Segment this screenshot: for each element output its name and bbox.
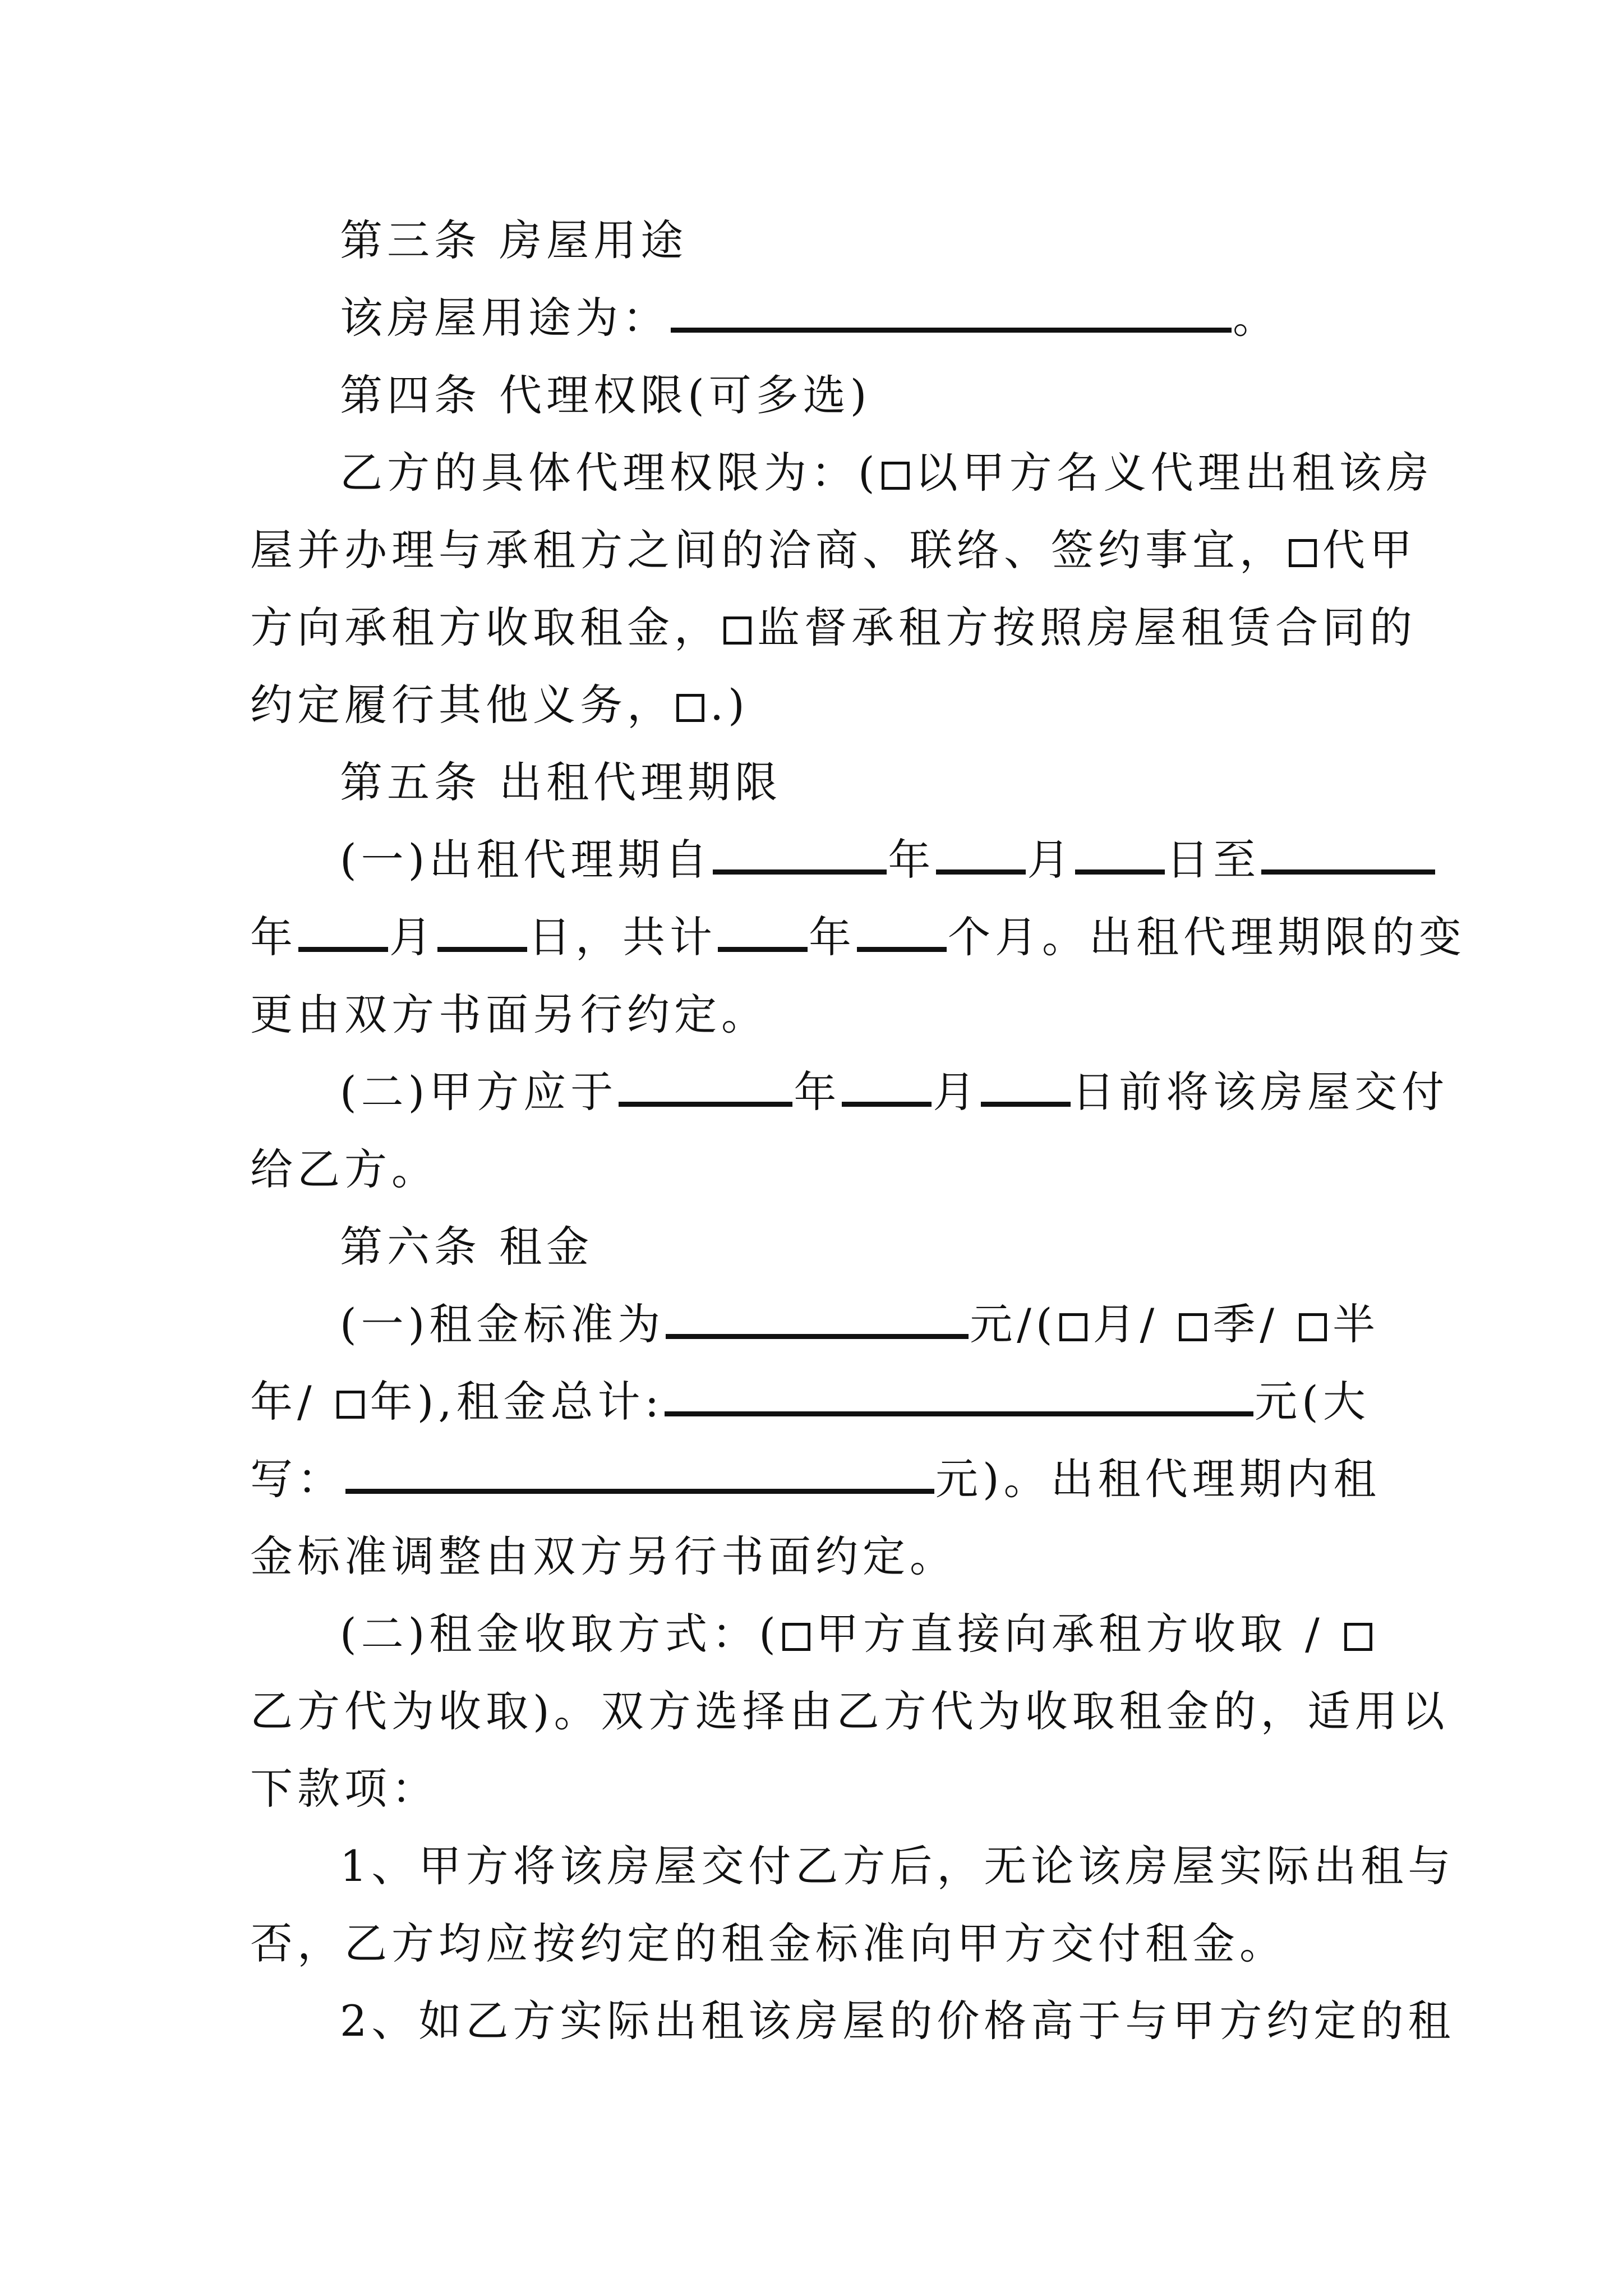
text-span: 方向承租方收取租金， <box>250 602 721 652</box>
text-span: .) <box>710 680 749 730</box>
text-span: 月 <box>1027 835 1075 885</box>
checkbox-other[interactable] <box>676 694 704 722</box>
article-6-p2-line-3 <box>250 1750 1383 1828</box>
article-4-line-2 <box>250 512 1417 589</box>
text-span: 乙方代为收取)。双方选择由乙方代为收取租金的，适用以 <box>250 1686 1449 1736</box>
article-6-p1-line-1 <box>250 1286 1383 1363</box>
end-day-blank[interactable] <box>437 913 527 952</box>
end-month-blank[interactable] <box>298 913 388 952</box>
article-6-item-1-line-2 <box>250 1905 1383 1982</box>
text-span: 年/ <box>250 1377 334 1427</box>
text-span: 代甲 <box>1322 525 1417 575</box>
article-3-usage <box>250 279 1383 357</box>
text-span: 以甲方名义代理出租该房 <box>915 448 1433 498</box>
delivery-year-blank[interactable] <box>619 1068 792 1107</box>
heading-text: 第四条 代理权限(可多选) <box>340 370 872 420</box>
text-span: 2、如乙方实际出租该房屋的价格高于与甲方约定的租 <box>340 1996 1455 2046</box>
text-span: 元)。出租代理期内租 <box>935 1454 1381 1504</box>
article-6-heading <box>250 1208 1383 1286</box>
article-6-item-1-line-1 <box>250 1828 1455 1905</box>
article-6-p2-line-2 <box>250 1673 1449 1750</box>
article-4-line-4 <box>250 666 1383 744</box>
checkbox-monthly[interactable] <box>1059 1313 1087 1341</box>
text-span: 个月。出租代理期限的变 <box>948 912 1466 962</box>
text-span: 年 <box>888 835 935 885</box>
checkbox-supervise-tenant[interactable] <box>723 616 751 645</box>
text-span: 日，共计 <box>528 912 717 962</box>
end-year-blank[interactable] <box>1261 836 1435 875</box>
rent-total-capital-blank[interactable] <box>345 1455 934 1494</box>
article-4-line-3 <box>250 589 1417 666</box>
article-4-heading <box>250 357 1383 434</box>
text-span: 元(大 <box>1255 1377 1370 1427</box>
delivery-day-blank[interactable] <box>981 1068 1071 1107</box>
text-span: 元/( <box>970 1299 1057 1349</box>
contract-page <box>250 202 1466 2060</box>
text-span: 半 <box>1332 1299 1380 1349</box>
usage-label: 该房屋用途为： <box>340 293 670 343</box>
text-span: 金标准调整由双方另行书面约定。 <box>250 1531 957 1581</box>
text-span: (二)租金收取方式：( <box>340 1609 780 1659</box>
article-5-p1-line-2 <box>250 899 1466 976</box>
checkbox-lease-agency[interactable] <box>882 462 910 490</box>
text-span: 监督承租方按照房屋租赁合同的 <box>757 602 1417 652</box>
checkbox-landlord-collects[interactable] <box>782 1623 810 1651</box>
text-span: 写： <box>250 1454 344 1504</box>
start-year-blank[interactable] <box>713 836 887 875</box>
checkbox-quarterly[interactable] <box>1179 1313 1207 1341</box>
text-span: 年 <box>809 912 856 962</box>
article-6-p1-line-4 <box>250 1518 1383 1595</box>
text-span: 年 <box>250 912 297 962</box>
article-6-item-2-line-1 <box>250 1982 1455 2060</box>
article-5-heading <box>250 744 1383 821</box>
checkbox-yearly[interactable] <box>336 1391 365 1419</box>
heading-text: 第三条 房屋用途 <box>340 215 688 265</box>
total-years-blank[interactable] <box>718 913 808 952</box>
article-5-p2-line-2 <box>250 1131 1383 1208</box>
text-span: (二)甲方应于 <box>340 1067 618 1117</box>
text-span: 给乙方。 <box>250 1144 439 1194</box>
text-span: 月 <box>389 912 436 962</box>
text-span: 日至 <box>1166 835 1261 885</box>
text-span: (一)出租代理期自 <box>340 835 712 885</box>
start-day-blank[interactable] <box>1075 836 1165 875</box>
text-span: 屋并办理与承租方之间的洽商、联络、签约事宜， <box>250 525 1287 575</box>
text-span: 年),租金总计: <box>370 1377 664 1427</box>
article-6-p1-line-2 <box>250 1363 1383 1441</box>
text-span: 下款项： <box>250 1764 439 1814</box>
usage-blank[interactable] <box>671 294 1232 333</box>
article-5-p1-line-3 <box>250 976 1383 1053</box>
checkbox-collect-rent[interactable] <box>1289 539 1317 567</box>
text-span: 年 <box>794 1067 841 1117</box>
text-span: 月 <box>933 1067 980 1117</box>
text-span: 甲方直接向承租方收取 / <box>815 1609 1342 1659</box>
text-span: 1、甲方将该房屋交付乙方后，无论该房屋实际出租与 <box>340 1841 1455 1891</box>
checkbox-agent-collects[interactable] <box>1344 1623 1372 1651</box>
delivery-month-blank[interactable] <box>842 1068 932 1107</box>
start-month-blank[interactable] <box>936 836 1026 875</box>
usage-end: 。 <box>1233 293 1280 343</box>
article-5-p2-line-1 <box>250 1053 1449 1131</box>
heading-text: 第六条 租金 <box>340 1222 594 1272</box>
text-span: 乙方的具体代理权限为：( <box>340 448 879 498</box>
text-span: 更由双方书面另行约定。 <box>250 990 768 1039</box>
article-3-heading <box>250 202 1383 279</box>
text-span: 季/ <box>1212 1299 1297 1349</box>
text-span: 月/ <box>1092 1299 1177 1349</box>
total-months-blank[interactable] <box>857 913 947 952</box>
article-6-p1-line-3 <box>250 1441 1383 1518</box>
checkbox-half-year[interactable] <box>1299 1313 1327 1341</box>
rent-standard-blank[interactable] <box>666 1300 969 1339</box>
text-span: 约定履行其他义务， <box>250 680 674 730</box>
article-5-p1-line-1 <box>250 821 1383 899</box>
heading-text: 第五条 出租代理期限 <box>340 757 782 807</box>
article-6-p2-line-1 <box>250 1595 1383 1673</box>
text-span: (一)租金标准为 <box>340 1299 665 1349</box>
rent-total-blank[interactable] <box>665 1378 1253 1416</box>
text-span: 否，乙方均应按约定的租金标准向甲方交付租金。 <box>250 1918 1287 1968</box>
text-span: 日前将该房屋交付 <box>1072 1067 1449 1117</box>
article-4-line-1 <box>250 434 1433 512</box>
